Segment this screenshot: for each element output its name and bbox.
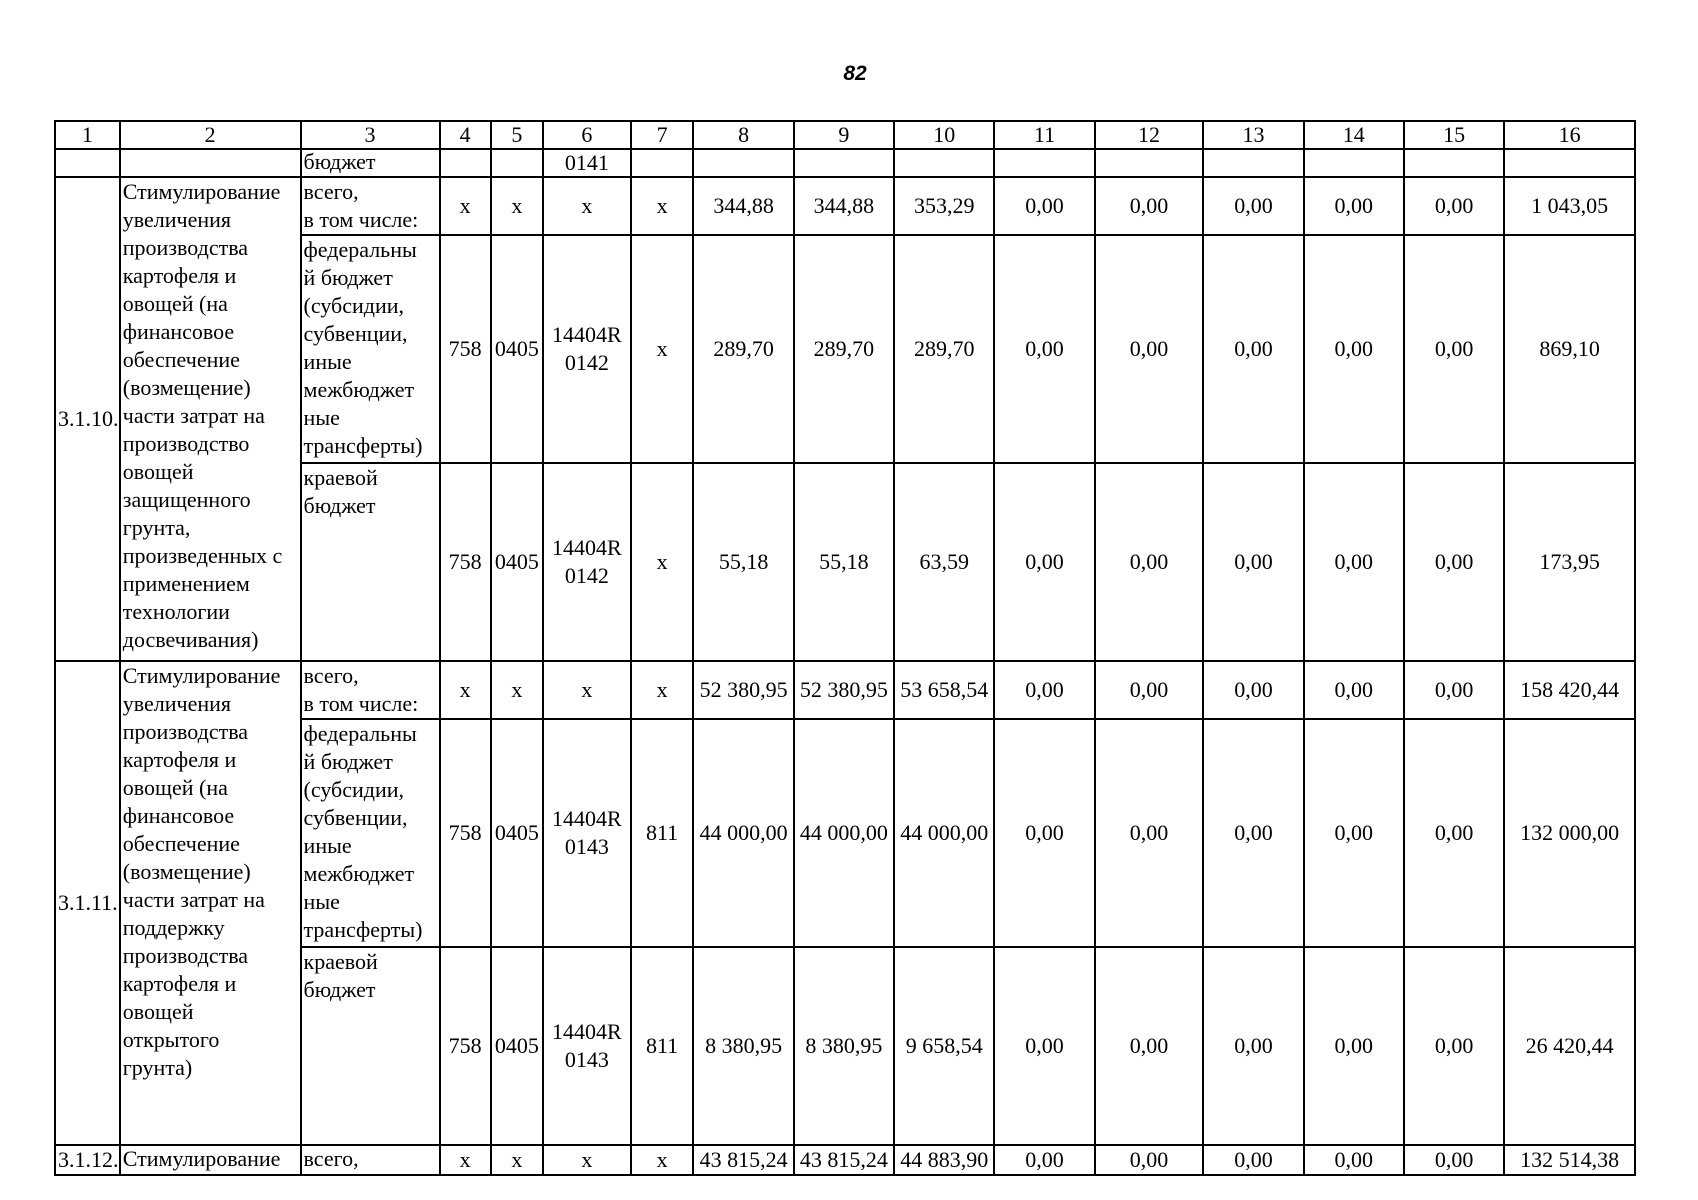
vr-cell: х: [631, 177, 694, 235]
column-number: 15: [1404, 121, 1504, 149]
grbs-cell: х: [440, 1145, 491, 1175]
value-cell: 0,00: [1404, 235, 1504, 463]
funding-source-cell: краевой бюджет: [301, 463, 440, 661]
funding-source-cell: бюджет: [301, 149, 440, 177]
funding-source-cell: федеральны й бюджет (субсидии, субвенции, иные межбюджет ные трансферты): [301, 719, 440, 947]
grbs-cell: 758: [440, 719, 491, 947]
value-cell: 0,00: [1095, 235, 1204, 463]
value-cell: 0,00: [1304, 719, 1404, 947]
value-cell: 0,00: [1203, 235, 1303, 463]
value-cell: 0,00: [1404, 177, 1504, 235]
column-number-row: [55, 121, 1635, 149]
grbs-cell: х: [440, 661, 491, 719]
csr-code-cell: 14404R 0143: [543, 719, 631, 947]
table-row: [55, 661, 1635, 719]
value-cell: 0,00: [1203, 947, 1303, 1145]
budget-table: [54, 120, 1636, 1176]
column-number: 9: [794, 121, 894, 149]
value-cell: 63,59: [894, 463, 994, 661]
value-cell: 0,00: [1095, 947, 1204, 1145]
funding-source-cell: всего, в том числе:: [301, 177, 440, 235]
total-value-cell: 132 000,00: [1504, 719, 1635, 947]
csr-code-cell: 14404R 0142: [543, 235, 631, 463]
value-cell: 43 815,24: [794, 1145, 894, 1175]
column-number: 16: [1504, 121, 1635, 149]
total-value-cell: 1 043,05: [1504, 177, 1635, 235]
rzpr-cell: 0405: [491, 235, 543, 463]
value-cell: 0,00: [1404, 661, 1504, 719]
value-cell: 289,70: [794, 235, 894, 463]
column-number: 14: [1304, 121, 1404, 149]
grbs-cell: 758: [440, 463, 491, 661]
rzpr-cell: 0405: [491, 947, 543, 1145]
measure-name: Стимулирование увеличения производства картофеля и овощей (на финансовое обеспечение (возмещение) части затрат на производство овощей защищенного грунта, произведенных с применением технологии досвечивания): [120, 177, 301, 661]
value-cell: 0,00: [1095, 1145, 1204, 1175]
value-cell: 0,00: [994, 1145, 1094, 1175]
value-cell: 344,88: [794, 177, 894, 235]
carry-over-row: [55, 149, 1635, 177]
value-cell: 0,00: [1304, 235, 1404, 463]
grbs-cell: 758: [440, 235, 491, 463]
value-cell: 0,00: [1304, 1145, 1404, 1175]
value-cell: 289,70: [894, 235, 994, 463]
value-cell: 0,00: [1404, 719, 1504, 947]
value-cell: 344,88: [693, 177, 793, 235]
value-cell: 0,00: [1203, 1145, 1303, 1175]
table-row: [55, 1145, 1635, 1175]
funding-source-cell: федеральны й бюджет (субсидии, субвенции, иные межбюджет ные трансферты): [301, 235, 440, 463]
column-number: 2: [120, 121, 301, 149]
value-cell: 9 658,54: [894, 947, 994, 1145]
empty-cell: [794, 149, 894, 177]
value-cell: 0,00: [1203, 177, 1303, 235]
value-cell: 0,00: [1203, 719, 1303, 947]
value-cell: 8 380,95: [794, 947, 894, 1145]
vr-cell: 811: [631, 719, 694, 947]
value-cell: 0,00: [994, 463, 1094, 661]
value-cell: 0,00: [994, 235, 1094, 463]
column-number: 3: [301, 121, 440, 149]
empty-cell: [994, 149, 1094, 177]
value-cell: 44 000,00: [794, 719, 894, 947]
column-number: 12: [1095, 121, 1204, 149]
vr-cell: 811: [631, 947, 694, 1145]
empty-cell: [631, 149, 694, 177]
measure-name: Стимулирование увеличения производства картофеля и овощей (на финансовое обеспечение (возмещение) части затрат на поддержку производства картофеля и овощей открытого грунта): [120, 661, 301, 1145]
table-row: [55, 177, 1635, 235]
value-cell: 289,70: [693, 235, 793, 463]
total-value-cell: 132 514,38: [1504, 1145, 1635, 1175]
empty-cell: [55, 149, 120, 177]
total-value-cell: 173,95: [1504, 463, 1635, 661]
funding-source-cell: краевой бюджет: [301, 947, 440, 1145]
funding-source-cell: всего, в том числе:: [301, 661, 440, 719]
value-cell: 0,00: [1304, 177, 1404, 235]
empty-cell: [440, 149, 491, 177]
csr-code-cell: 14404R 0143: [543, 947, 631, 1145]
value-cell: 0,00: [1095, 719, 1204, 947]
value-cell: 53 658,54: [894, 661, 994, 719]
empty-cell: [491, 149, 543, 177]
column-number: 13: [1203, 121, 1303, 149]
page-number: 82: [843, 62, 867, 85]
section-number: 3.1.10.: [55, 177, 120, 661]
value-cell: 0,00: [1404, 947, 1504, 1145]
value-cell: 0,00: [1304, 463, 1404, 661]
column-number: 4: [440, 121, 491, 149]
value-cell: 0,00: [994, 177, 1094, 235]
empty-cell: [1504, 149, 1635, 177]
column-number: 5: [491, 121, 543, 149]
value-cell: 0,00: [1095, 463, 1204, 661]
value-cell: 0,00: [1095, 177, 1204, 235]
value-cell: 44 883,90: [894, 1145, 994, 1175]
rzpr-cell: 0405: [491, 463, 543, 661]
value-cell: 52 380,95: [794, 661, 894, 719]
csr-code-cell: х: [543, 661, 631, 719]
total-value-cell: 869,10: [1504, 235, 1635, 463]
value-cell: 55,18: [794, 463, 894, 661]
column-number: 11: [994, 121, 1094, 149]
total-value-cell: 26 420,44: [1504, 947, 1635, 1145]
empty-cell: [894, 149, 994, 177]
empty-cell: [693, 149, 793, 177]
rzpr-cell: х: [491, 1145, 543, 1175]
value-cell: 44 000,00: [693, 719, 793, 947]
vr-cell: х: [631, 661, 694, 719]
empty-cell: [1095, 149, 1204, 177]
vr-cell: х: [631, 1145, 694, 1175]
empty-cell: [120, 149, 301, 177]
column-number: 6: [543, 121, 631, 149]
value-cell: 0,00: [1304, 661, 1404, 719]
value-cell: 0,00: [1095, 661, 1204, 719]
measure-name: Стимулирование: [120, 1145, 301, 1175]
empty-cell: [1304, 149, 1404, 177]
value-cell: 44 000,00: [894, 719, 994, 947]
value-cell: 43 815,24: [693, 1145, 793, 1175]
section-number: 3.1.11.: [55, 661, 120, 1145]
grbs-cell: х: [440, 177, 491, 235]
column-number: 7: [631, 121, 694, 149]
column-number: 10: [894, 121, 994, 149]
vr-cell: х: [631, 463, 694, 661]
value-cell: 0,00: [994, 719, 1094, 947]
csr-code-cell: 0141: [543, 149, 631, 177]
total-value-cell: 158 420,44: [1504, 661, 1635, 719]
rzpr-cell: х: [491, 177, 543, 235]
section-number: 3.1.12.: [55, 1145, 120, 1175]
value-cell: 0,00: [994, 947, 1094, 1145]
value-cell: 0,00: [1203, 463, 1303, 661]
vr-cell: х: [631, 235, 694, 463]
csr-code-cell: х: [543, 1145, 631, 1175]
rzpr-cell: 0405: [491, 719, 543, 947]
empty-cell: [1203, 149, 1303, 177]
empty-cell: [1404, 149, 1504, 177]
grbs-cell: 758: [440, 947, 491, 1145]
csr-code-cell: х: [543, 177, 631, 235]
column-number: 8: [693, 121, 793, 149]
funding-source-cell: всего,: [301, 1145, 440, 1175]
value-cell: 0,00: [1404, 463, 1504, 661]
value-cell: 52 380,95: [693, 661, 793, 719]
value-cell: 0,00: [1404, 1145, 1504, 1175]
value-cell: 0,00: [1304, 947, 1404, 1145]
value-cell: 55,18: [693, 463, 793, 661]
csr-code-cell: 14404R 0142: [543, 463, 631, 661]
value-cell: 0,00: [1203, 661, 1303, 719]
value-cell: 0,00: [994, 661, 1094, 719]
value-cell: 353,29: [894, 177, 994, 235]
rzpr-cell: х: [491, 661, 543, 719]
value-cell: 8 380,95: [693, 947, 793, 1145]
column-number: 1: [55, 121, 120, 149]
